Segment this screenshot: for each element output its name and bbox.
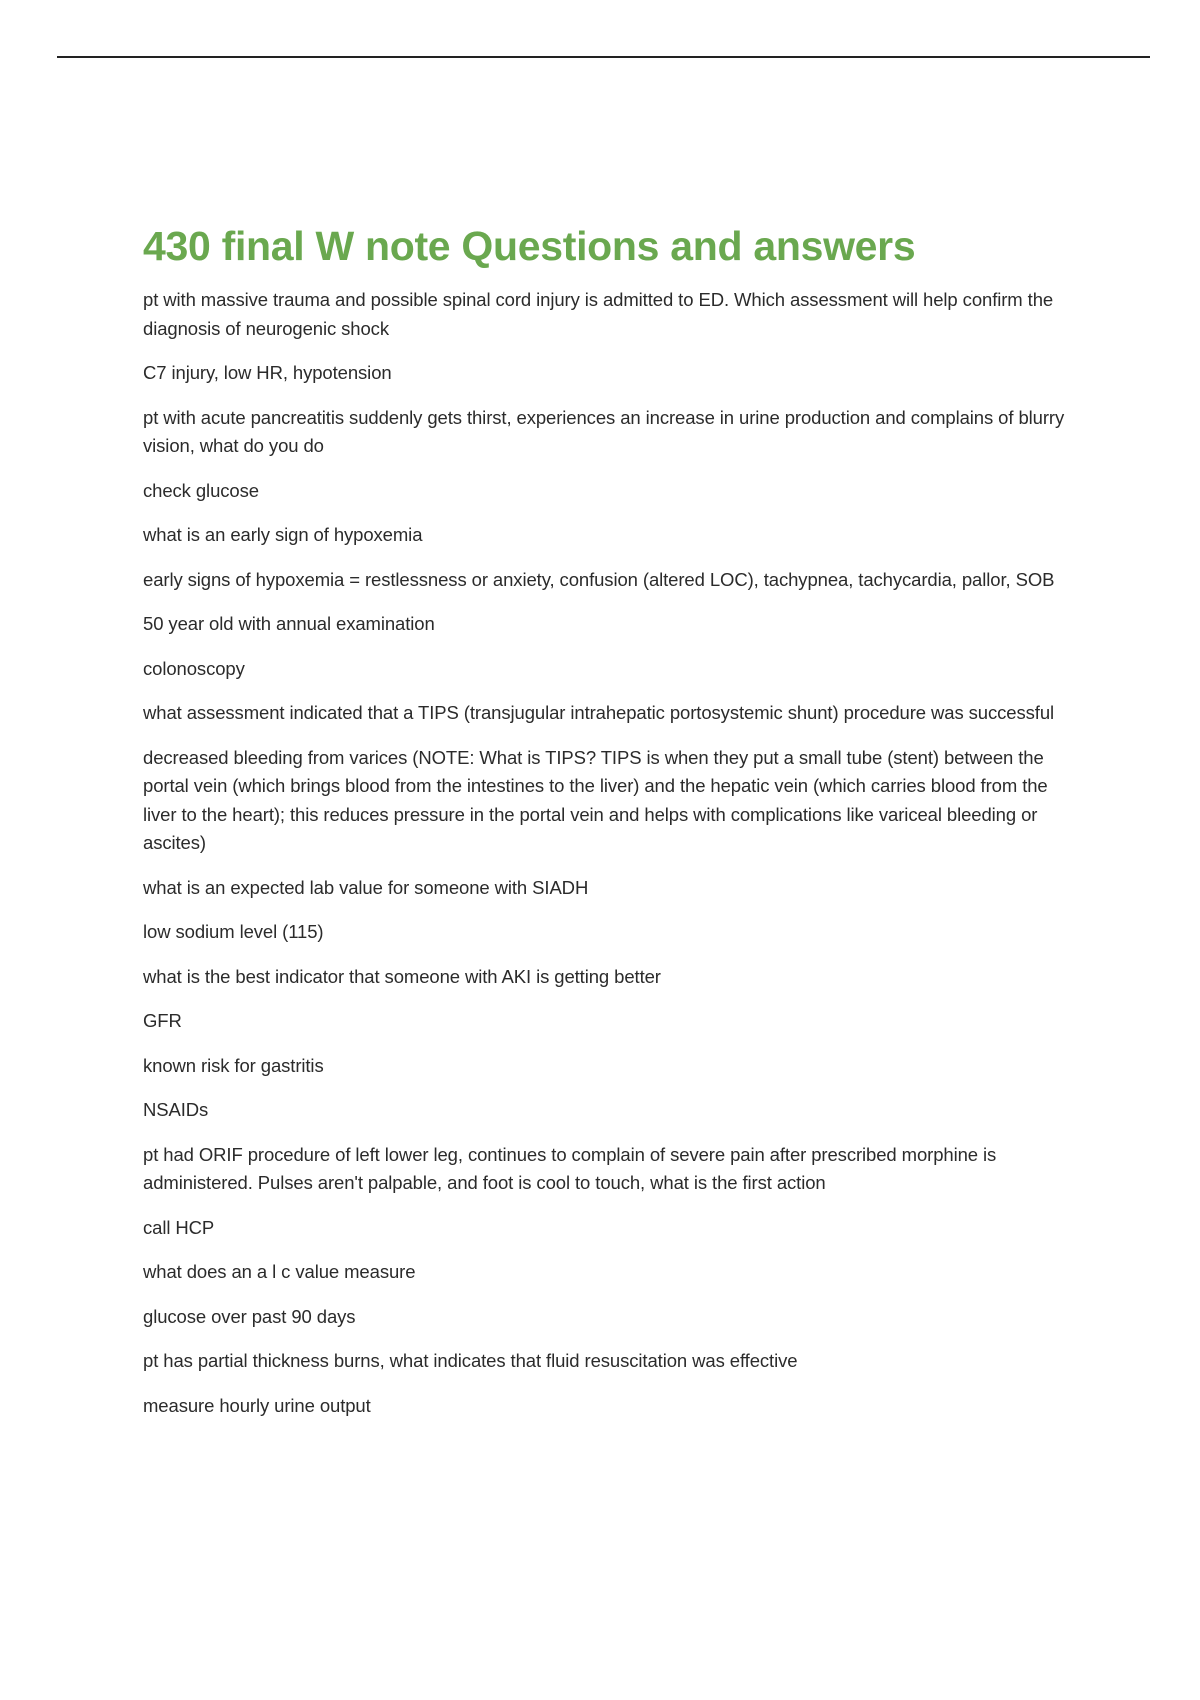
question-text: pt with acute pancreatitis suddenly gets thirst, experiences an increase in urine production and complains of blurry vision, what do you do <box>143 406 1065 456</box>
answer-text: glucose over past 90 days <box>143 1305 356 1327</box>
question-text: what is the best indicator that someone with AKI is getting better <box>143 965 661 987</box>
answer-text: early signs of hypoxemia = restlessness or anxiety, confusion (altered LOC), tachypnea, tachycardia, pallor, SOB <box>143 568 1055 590</box>
question-text: pt had ORIF procedure of left lower leg, continues to complain of severe pain after prescribed morphine is administered. Pulses aren't palpable, and foot is cool to touch, what is the first action <box>143 1143 997 1193</box>
question-text: what is an expected lab value for someone with SIADH <box>143 876 589 898</box>
question-text: 50 year old with annual examination <box>143 613 435 634</box>
answer-text: NSAIDs <box>143 1099 209 1120</box>
answer-text: C7 injury, low HR, hypotension <box>143 362 392 383</box>
answer-text: measure hourly urine output <box>143 1394 371 1416</box>
header-rule <box>57 56 1150 58</box>
document-body <box>143 220 1073 1436</box>
answer-text: decreased bleeding from varices (NOTE: What is TIPS? TIPS is when they put a small tube (stent) between the portal vein (which brings blood from the intestines to the liver) and the hepatic vein (which carries blood from the liver to the heart); this reduces pressure in the portal vein and helps with complications like variceal bleeding or ascites) <box>143 746 1048 853</box>
answer-text: low sodium level (115) <box>143 921 324 942</box>
answer-text: GFR <box>143 1010 182 1031</box>
question-text: pt has partial thickness burns, what indicates that fluid resuscitation was effective <box>143 1350 798 1371</box>
question-text: what assessment indicated that a TIPS (transjugular intrahepatic portosystemic shunt) procedure was successful <box>143 702 1055 723</box>
question-text: what does an a l c value measure <box>143 1261 416 1282</box>
answer-text: check glucose <box>143 479 259 501</box>
answer-text: colonoscopy <box>143 657 245 679</box>
document-title: 430 final W note Questions and answers <box>143 223 916 269</box>
answer-text: call HCP <box>143 1216 215 1238</box>
qa-list <box>143 286 1073 1420</box>
question-text: what is an early sign of hypoxemia <box>143 524 423 545</box>
question-text: pt with massive trauma and possible spinal cord injury is admitted to ED. Which assessment will help confirm the diagnosis of neurogenic shock <box>143 289 1054 339</box>
question-text: known risk for gastritis <box>143 1054 324 1076</box>
